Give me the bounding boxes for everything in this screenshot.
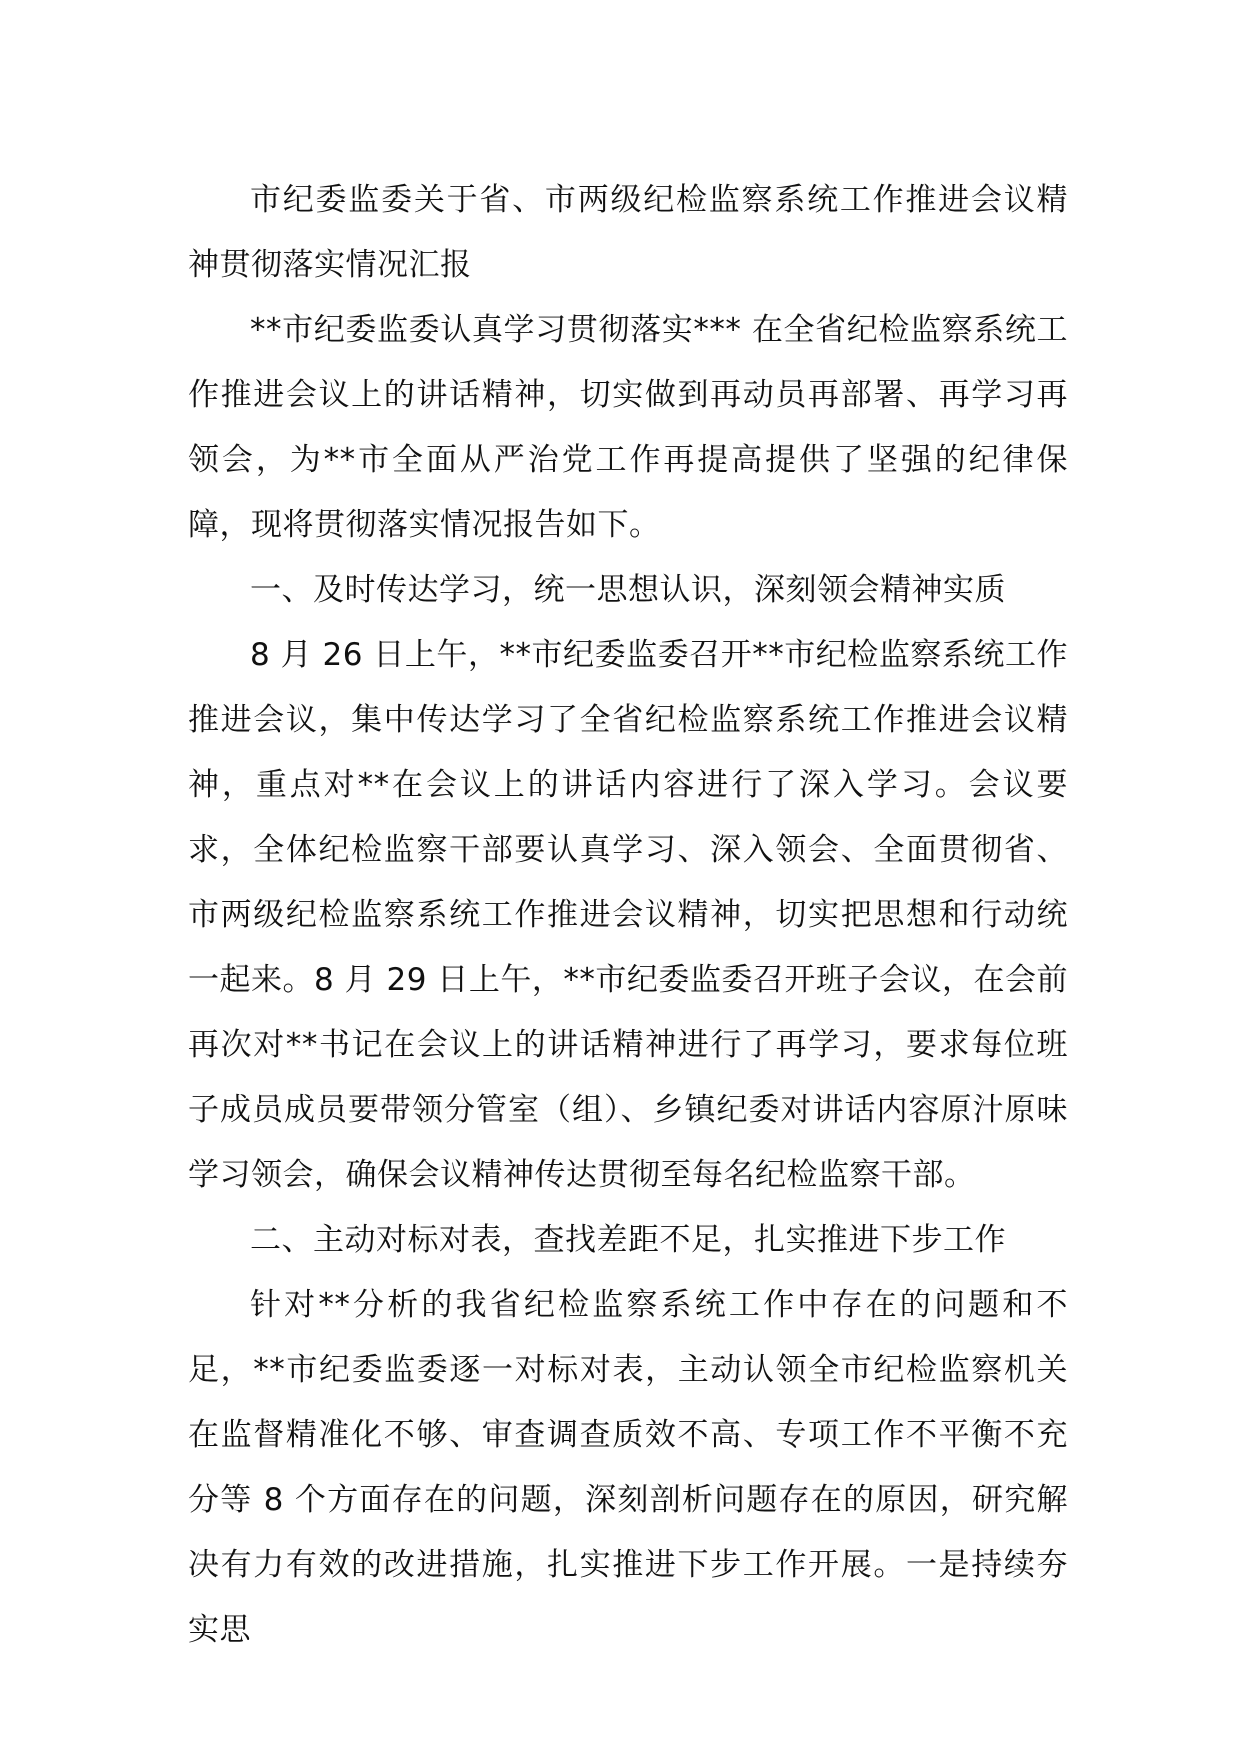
section-1-body: 8 月 26 日上午，**市纪委监委召开**市纪检监察系统工作推进会议，集中传达学习了全省纪检监察系统工作推进会议精神，重点对**在会议上的讲话内容进行了深入学习。会议要求，全体纪检监察干部要认真学习、深入领会、全面贯彻省、市两级纪检监察系统工作推进会议精神，切实把思想和行动统一起来。8 月 29 日上午，**市纪委监委召开班子会议，在会前再次对**书记在会议上的讲话精神进行了再学习，要求每位班子成员成员要带领分管室（组）、乡镇纪委对讲话内容原汁原味学习领会，确保会议精神传达贯彻至每名纪检监察干部。 — [188, 637, 1068, 1193]
section-2-heading: 二、主动对标对表，查找差距不足，扎实推进下步工作 — [250, 1222, 1006, 1258]
document-page — [188, 168, 1068, 1663]
section-1-heading: 一、及时传达学习，统一思想认识，深刻领会精神实质 — [250, 572, 1006, 608]
section-2-body: 针对**分析的我省纪检监察系统工作中存在的问题和不足，**市纪委监委逐一对标对表，主动认领全市纪检监察机关在监督精准化不够、审查调查质效不高、专项工作不平衡不充分等 8 个方面存在的问题，深刻剖析问题存在的原因，研究解决有力有效的改进措施，扎实推进下步工作开展。一是持续夯实思 — [188, 1287, 1068, 1648]
intro-paragraph: **市纪委监委认真学习贯彻落实*** 在全省纪检监察系统工作推进会议上的讲话精神，切实做到再动员再部署、再学习再领会，为**市全面从严治党工作再提高提供了坚强的纪律保障，现将贯彻落实情况报告如下。 — [188, 312, 1068, 543]
document-title: 市纪委监委关于省、市两级纪检监察系统工作推进会议精神贯彻落实情况汇报 — [188, 182, 1068, 283]
